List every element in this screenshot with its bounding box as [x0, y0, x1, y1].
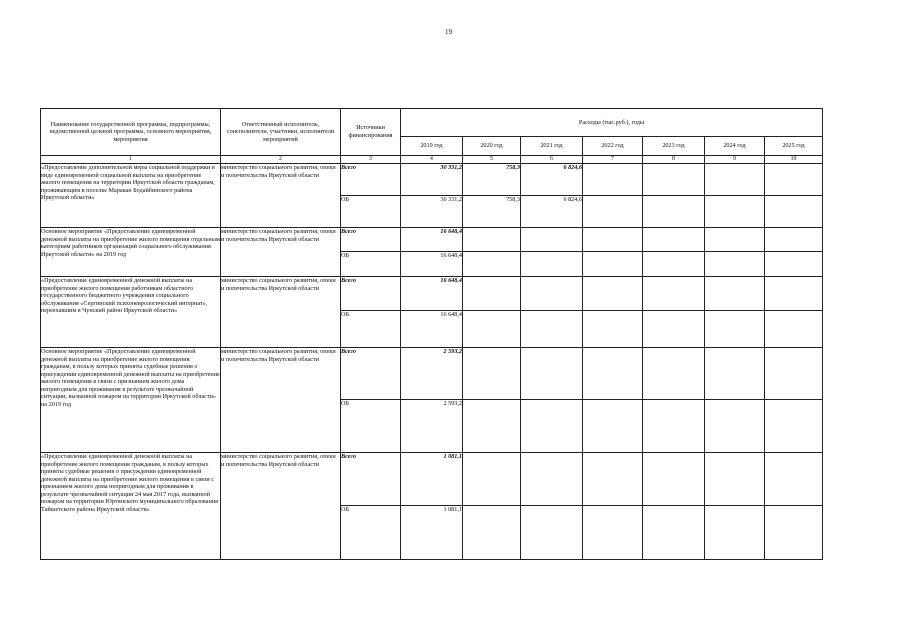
- amount-cell: 2 593,2: [401, 400, 463, 453]
- amount-cell: [583, 196, 643, 228]
- header-expenses: Расходы (тыс.руб.), годы: [401, 109, 823, 137]
- header-year: 2023 год: [643, 137, 705, 156]
- amount-cell: [521, 277, 583, 311]
- column-number: 9: [705, 156, 765, 164]
- amount-cell: [463, 277, 521, 311]
- column-number: 2: [221, 156, 341, 164]
- amount-cell: 16 648,4: [401, 277, 463, 311]
- column-number: 3: [341, 156, 401, 164]
- amount-cell: [643, 453, 705, 506]
- table-row: [41, 228, 823, 252]
- amount-cell: 1 081,1: [401, 453, 463, 506]
- amount-cell: [583, 311, 643, 348]
- amount-cell: [463, 311, 521, 348]
- column-number: 1: [41, 156, 221, 164]
- source-regional-budget: ОБ: [341, 196, 401, 228]
- column-number: 8: [643, 156, 705, 164]
- activity-name: «Предоставление единовременной денежной выплаты на приобретение жилого помещения гражданам, в пользу которых приняты судебные решения о присуждении единовременной денежной выплаты на приобретение жилого помещения в связи с признанием жилого дома непригодным для проживания в результате чрезвычайной ситуации 24 мая 2017 года, вызванной пожаром на территории Юртинского муниципального образования Тайшетского района Иркутской области»: [41, 453, 221, 560]
- table-row: [41, 453, 823, 506]
- amount-cell: [765, 506, 823, 560]
- activity-name: Основное мероприятие «Предоставление единовременной денежной выплаты на приобретение жилого помещения отдельным категориям работников организаций социального обслуживания Иркутской области» на 2019 год: [41, 228, 221, 277]
- amount-cell: [463, 252, 521, 277]
- amount-cell: [705, 311, 765, 348]
- amount-cell: [705, 453, 765, 506]
- header-year: 2022 год: [583, 137, 643, 156]
- header-year: 2020 год: [463, 137, 521, 156]
- column-number: 6: [521, 156, 583, 164]
- amount-cell: [765, 228, 823, 252]
- amount-cell: 16 648,4: [401, 252, 463, 277]
- amount-cell: [521, 453, 583, 506]
- column-number: 10: [765, 156, 823, 164]
- amount-cell: [705, 196, 765, 228]
- amount-cell: [643, 277, 705, 311]
- amount-cell: [463, 400, 521, 453]
- amount-cell: 758,3: [463, 196, 521, 228]
- source-regional-budget: ОБ: [341, 400, 401, 453]
- source-total: Всего: [341, 228, 401, 252]
- amount-cell: 16 648,4: [401, 228, 463, 252]
- amount-cell: [583, 252, 643, 277]
- activity-name: «Предоставление единовременной денежной выплаты на приобретение жилого помещения работникам областного государственного бюджетного учреждения социального обслуживания «Сергинский психоневрологический интернат», переехавшим в Чунский район Иркутской области»: [41, 277, 221, 348]
- header-year: 2019 год: [401, 137, 463, 156]
- budget-table: [40, 108, 823, 560]
- amount-cell: [521, 228, 583, 252]
- amount-cell: [643, 228, 705, 252]
- amount-cell: 1 081,1: [401, 506, 463, 560]
- amount-cell: [765, 348, 823, 400]
- amount-cell: [583, 164, 643, 196]
- source-total: Всего: [341, 348, 401, 400]
- amount-cell: [521, 348, 583, 400]
- amount-cell: [765, 164, 823, 196]
- table-row: [41, 277, 823, 311]
- amount-cell: 30 331,2: [401, 196, 463, 228]
- source-regional-budget: ОБ: [341, 252, 401, 277]
- amount-cell: [521, 506, 583, 560]
- amount-cell: [643, 506, 705, 560]
- amount-cell: [463, 228, 521, 252]
- amount-cell: [705, 252, 765, 277]
- amount-cell: [765, 196, 823, 228]
- header-executor: Ответственный исполнитель, соисполнители, участники, исполнители мероприятий: [221, 109, 341, 156]
- amount-cell: [583, 228, 643, 252]
- amount-cell: [765, 252, 823, 277]
- amount-cell: 2 593,2: [401, 348, 463, 400]
- table-row: [41, 164, 823, 196]
- column-number: 7: [583, 156, 643, 164]
- amount-cell: [705, 228, 765, 252]
- source-regional-budget: ОБ: [341, 506, 401, 560]
- amount-cell: [583, 400, 643, 453]
- column-number: 5: [463, 156, 521, 164]
- amount-cell: [765, 453, 823, 506]
- executor-name: министерство социального развития, опеки и попечительства Иркутской области: [221, 348, 341, 453]
- amount-cell: [463, 506, 521, 560]
- amount-cell: [463, 453, 521, 506]
- executor-name: министерство социального развития, опеки и попечительства Иркутской области: [221, 164, 341, 228]
- amount-cell: [583, 348, 643, 400]
- activity-name: «Предоставление дополнительной меры социальной поддержки в виде единовременной социальной выплаты на приобретение жилого помещения на территории Иркутской области гражданам, проживающим в поселке Маракан Бодайбинского района Иркутской области»: [41, 164, 221, 228]
- amount-cell: [705, 164, 765, 196]
- header-source: Источники финансирования: [341, 109, 401, 156]
- source-total: Всего: [341, 453, 401, 506]
- amount-cell: [765, 400, 823, 453]
- amount-cell: [643, 196, 705, 228]
- amount-cell: [765, 311, 823, 348]
- executor-name: министерство социального развития, опеки и попечительства Иркутской области: [221, 453, 341, 560]
- header-name: Наименование государственной программы, подпрограммы, ведомственной целевой программы, основного мероприятия, мероприятия: [41, 109, 221, 156]
- amount-cell: 6 824,6: [521, 164, 583, 196]
- amount-cell: 6 824,6: [521, 196, 583, 228]
- amount-cell: [643, 164, 705, 196]
- amount-cell: [583, 453, 643, 506]
- amount-cell: [521, 400, 583, 453]
- amount-cell: [705, 400, 765, 453]
- amount-cell: [705, 348, 765, 400]
- page-number: 19: [445, 28, 452, 36]
- amount-cell: [521, 311, 583, 348]
- source-total: Всего: [341, 277, 401, 311]
- executor-name: министерство социального развития, опеки и попечительства Иркутской области: [221, 228, 341, 277]
- header-year: 2025 год: [765, 137, 823, 156]
- amount-cell: [643, 348, 705, 400]
- header-year: 2021 год: [521, 137, 583, 156]
- amount-cell: [643, 252, 705, 277]
- amount-cell: [643, 311, 705, 348]
- source-total: Всего: [341, 164, 401, 196]
- amount-cell: [583, 506, 643, 560]
- amount-cell: 30 331,2: [401, 164, 463, 196]
- amount-cell: [705, 506, 765, 560]
- amount-cell: [521, 252, 583, 277]
- amount-cell: 16 648,4: [401, 311, 463, 348]
- amount-cell: [765, 277, 823, 311]
- amount-cell: [643, 400, 705, 453]
- header-year: 2024 год: [705, 137, 765, 156]
- amount-cell: [463, 348, 521, 400]
- executor-name: министерство социального развития, опеки и попечительства Иркутской области: [221, 277, 341, 348]
- amount-cell: 758,3: [463, 164, 521, 196]
- amount-cell: [705, 277, 765, 311]
- amount-cell: [583, 277, 643, 311]
- source-regional-budget: ОБ: [341, 311, 401, 348]
- activity-name: Основное мероприятие «Предоставление единовременной денежной выплаты на приобретение жилого помещения гражданам, в пользу которых приняты судебные решения о присуждении единовременной денежной выплаты на приобретение жилого помещения в связи с признанием жилого дома непригодным для проживания в результате чрезвычайной ситуации, вызванной пожаром на территории Иркутской области» на 2019 год: [41, 348, 221, 453]
- column-number: 4: [401, 156, 463, 164]
- table-row: [41, 348, 823, 400]
